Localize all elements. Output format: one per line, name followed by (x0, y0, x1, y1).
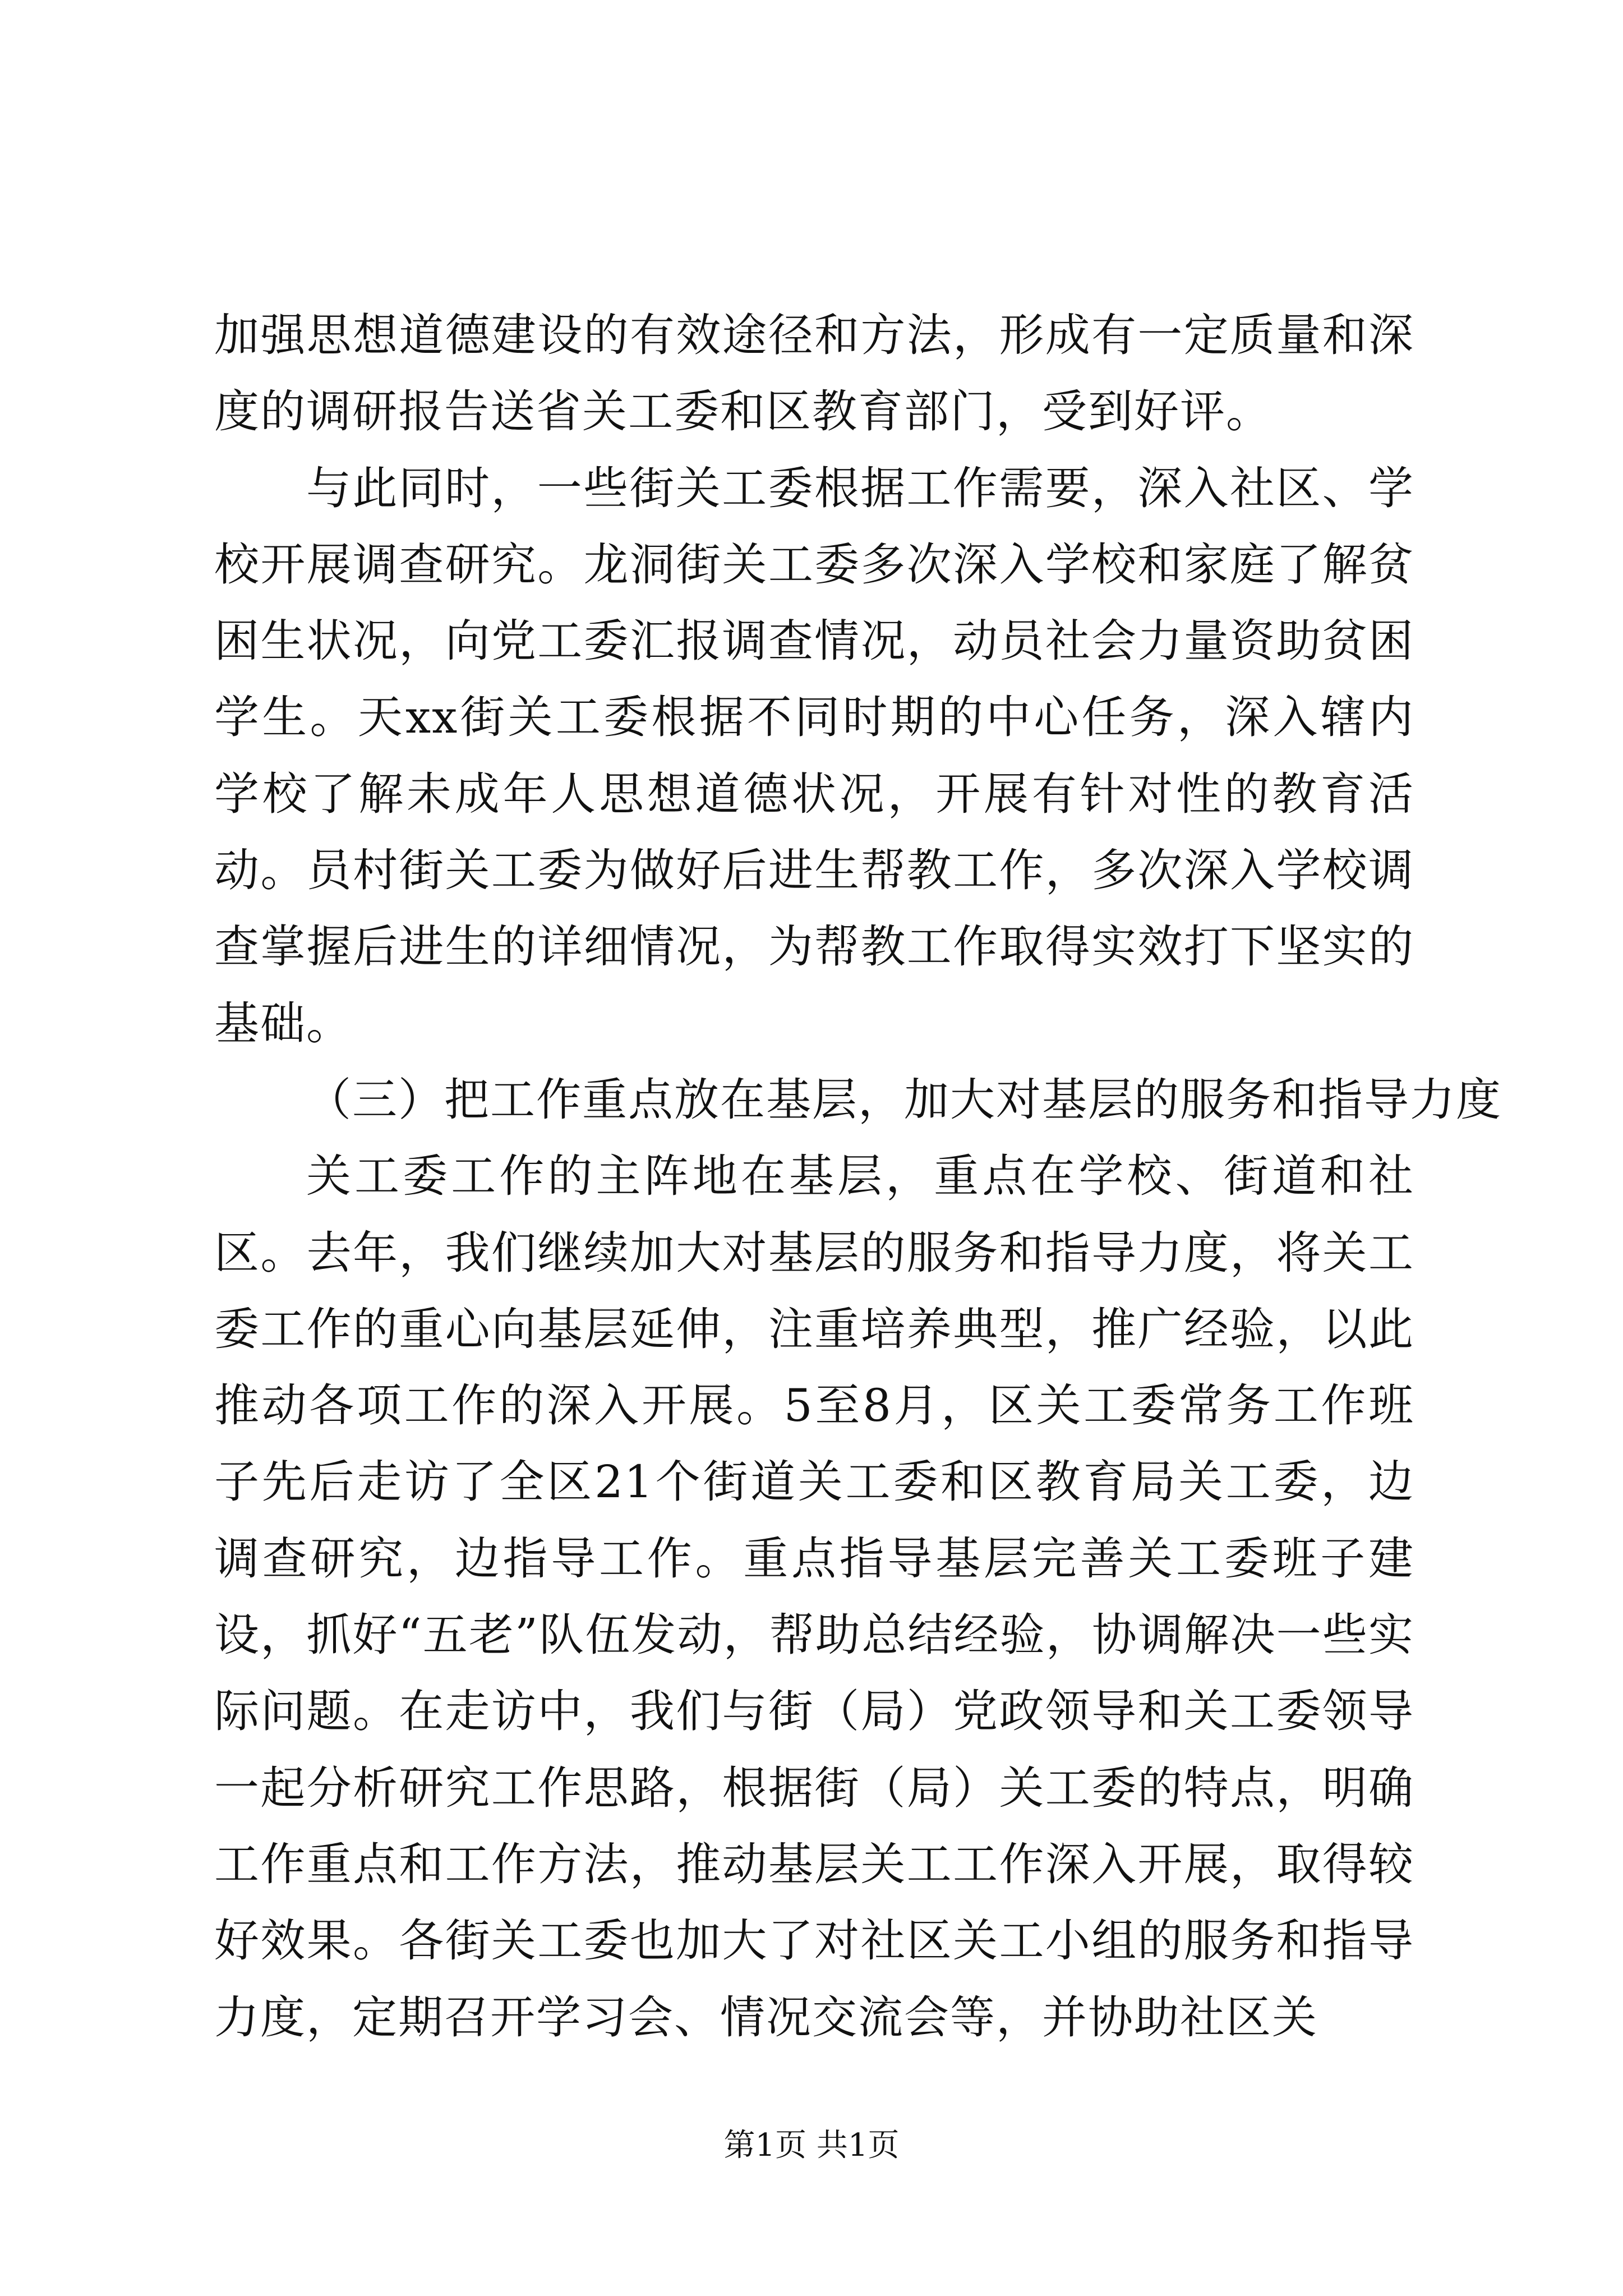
document-body (214, 297, 1502, 2056)
paragraph-2: 与此同时，一些街关工委根据工作需要，深入社区、学校开展调查研究。龙洞街关工委多次深入学校和家庭了解贫困生状况，向党工委汇报调查情况，动员社会力量资助贫困学生。天xx街关工委根据不同时期的中心任务，深入辖内学校了解未成年人思想道德状况，开展有针对性的教育活动。员村街关工委为做好后进生帮教工作，多次深入学校调查掌握后进生的详细情况，为帮教工作取得实效打下坚实的基础。 (214, 462, 1414, 1050)
page-footer: 第1页 共1页 (723, 2127, 900, 2164)
section-heading-3: （三）把工作重点放在基层，加大对基层的服务和指导力度 (306, 1073, 1502, 1126)
paragraph-1: 加强思想道德建设的有效途径和方法，形成有一定质量和深度的调研报告送省关工委和区教育部门，受到好评。 (214, 309, 1414, 438)
paragraph-3: 关工委工作的主阵地在基层，重点在学校、街道和社区。去年，我们继续加大对基层的服务和指导力度，将关工委工作的重心向基层延伸，注重培养典型，推广经验，以此推动各项工作的深入开展。5至8月，区关工委常务工作班子先后走访了全区21个街道关工委和区教育局关工委，边调查研究，边指导工作。重点指导基层完善关工委班子建设，抓好“五老”队伍发动，帮助总结经验，协调解决一些实际问题。在走访中，我们与街（局）党政领导和关工委领导一起分析研究工作思路，根据街（局）关工委的特点，明确工作重点和工作方法，推动基层关工工作深入开展，取得较好效果。各街关工委也加大了对社区关工小组的服务和指导力度，定期召开学习会、情况交流会等，并协助社区关 (214, 1150, 1414, 2044)
